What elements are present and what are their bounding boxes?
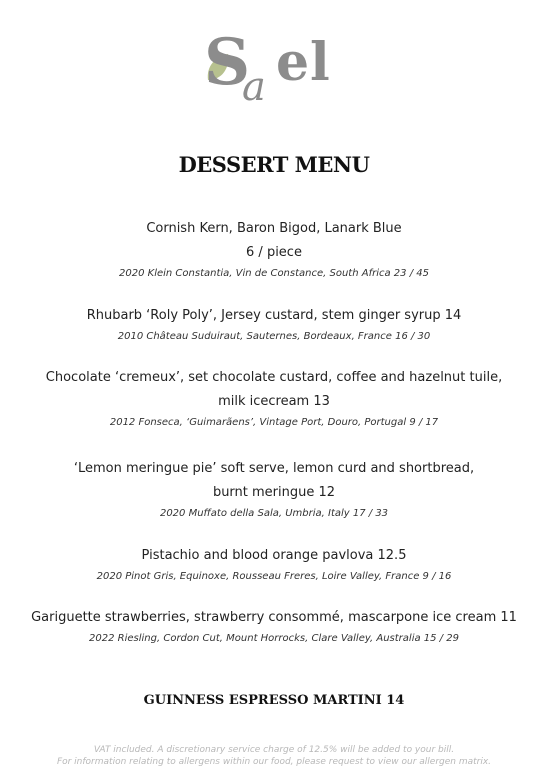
menu-item-name: ‘Lemon meringue pie’ soft serve, lemon curd and shortbread, bbox=[73, 461, 475, 476]
menu-item-name: Gariguette strawberries, strawberry consommé, mascarpone ice cream 11 bbox=[31, 610, 517, 625]
wine-pairing: 2020 Klein Constantia, Vin de Constance, South Africa 23 / 45 bbox=[119, 268, 429, 279]
menu-item-name: Chocolate ‘cremeux’, set chocolate custard, coffee and hazelnut tuile, bbox=[45, 370, 503, 385]
menu-item-name: Cornish Kern, Baron Bigod, Lanark Blue bbox=[146, 221, 402, 236]
menu-title: DESSERT MENU bbox=[178, 152, 370, 177]
menu-item-name: Pistachio and blood orange pavlova 12.5 bbox=[141, 548, 407, 563]
wine-pairing: 2020 Muffato della Sala, Umbria, Italy 17 / 33 bbox=[159, 508, 389, 519]
svg-text:l: l bbox=[310, 32, 330, 93]
footer-vat-note: VAT included. A discretionary service charge of 12.5% will be added to your bill. bbox=[93, 745, 455, 755]
espresso-martini-special: GUINNESS ESPRESSO MARTINI 14 bbox=[143, 693, 405, 708]
wine-pairing: 2022 Riesling, Cordon Cut, Mount Horrocks, Clare Valley, Australia 15 / 29 bbox=[89, 633, 459, 644]
wine-pairing: 2020 Pinot Gris, Equinoxe, Rousseau Freres, Loire Valley, France 9 / 16 bbox=[96, 571, 452, 582]
svg-text:S: S bbox=[204, 25, 251, 100]
menu-item-name: Rhubarb ‘Roly Poly’, Jersey custard, stem ginger syrup 14 bbox=[86, 308, 462, 323]
sael-logo-mark bbox=[198, 18, 348, 108]
svg-text:a: a bbox=[242, 64, 266, 108]
footer-allergen-note: For information relating to allergens within our food, please request to view our allergen matrix. bbox=[56, 757, 492, 767]
wine-pairing: 2012 Fonseca, ‘Guimarãens’, Vintage Port, Douro, Portugal 9 / 17 bbox=[109, 417, 439, 428]
menu-item-name: milk icecream 13 bbox=[218, 394, 330, 409]
svg-text:e: e bbox=[276, 32, 310, 93]
menu-item-name: burnt meringue 12 bbox=[212, 485, 336, 500]
wine-pairing: 2010 Château Suduiraut, Sauternes, Bordeaux, France 16 / 30 bbox=[117, 331, 431, 342]
menu-item-name: 6 / piece bbox=[246, 245, 302, 260]
sael-logo bbox=[198, 18, 348, 108]
